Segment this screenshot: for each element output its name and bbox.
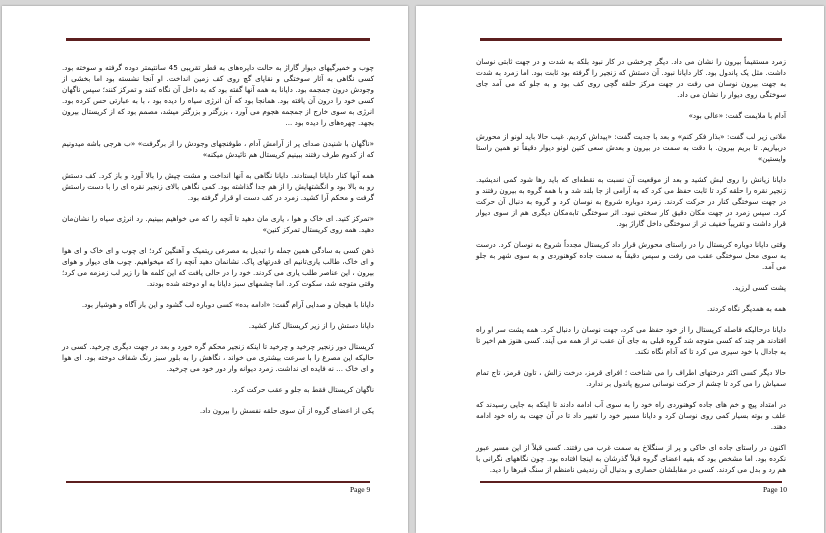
page-body (476, 56, 786, 485)
header-rule (480, 38, 782, 41)
footer-rule (480, 481, 782, 483)
paragraph: اکنون در راستای جاده ای خاکی و پر از سنگلاخ به سمت غرب می رفتند. کسی قبلاً از این مسیر عبور نکرده بود. اما مشخص بود که بقیه اعضای گروه قبلاً گذرشان به اینجا افتاده بود. چون نگاههای نگرانی با هم رد و بدل می کردند. کسی در مقابلشان حصاری و بدنبال آن رندیفی نامنظم از سنگ قبرها را دید. (476, 443, 786, 474)
paragraph: زمرد مستقیماً بیرون را نشان می داد. دیگر چرخشی در کار نبود بلکه به شدت و در جهت ثابتی نوسان داشت. مثل یک پاندول بود. کار دایانا نبود. آن دستش که زنجیر را گرفته بود ثابت بود. اما زمرد به شدت به جهت بیرون نوسان می رفت در جهت مرکز حلقه گچی روی کف بود و به جلو که می آمد جای سوختگی روی دیوار را نشان می داد. (476, 57, 786, 99)
paragraph: ملانی زیر لب گفت: «بذار فکر کنم» و بعد با جدیت گفت: «پیداش کردیم. غیب حالا باید لونو از محورش دربیاریم. تا بریم بیرون. با دقت به سمت در بیرون و بعدش سعی کنین لونو دیوار دقیقاً تو همین راستا وایستین» (476, 132, 786, 163)
paragraph: همه به همدیگر نگاه کردند. (706, 304, 786, 313)
footer-rule (66, 481, 370, 483)
paragraph: دایانا زیانش را روی لبش کشید و بعد از موقعیت آن نسبت به نقطه‌ای که باید رها شود کمی اندیشید. زنجیر نقره را حلقه کرد تا ثابت حفظ می کرد که به آرامی از جا بلند شد و با همه گروه به بیرون رفتند و در جهت سوختگی کنار در حرکت کردند. زمرد دوباره شروع به نوسان کرد و گروه به دنبال آن حرکت کرد. سپس زمرد در جهت مکان دقیق کار سختی نبود. اثر سوختگی تابه‌مکان دیگری هم از سوی دیوار قرار داشت و تقریباً خفیف تر از سوختگی داخل گاراژ بود. (476, 175, 786, 228)
paragraph: آدام با ملایمت گفت: «عالی بود» (688, 111, 786, 120)
page-body (62, 62, 374, 426)
page-number: Page 9 (350, 485, 371, 494)
paragraph: همه آنها کنار دایانا ایستادند. دایانا نگاهی به آنها انداخت و مشت چپش را بالا آورد و باز کرد. کف دستش رو به بالا بود و انگشتهایش را از هم جدا گذاشته بود. کمی نگاهی بالای زنجیر نقره ای را با دست راستش گرفت و محکم آرا کشید. زمرد در کف دست او قرار گرفته بود. (62, 171, 374, 202)
paragraph: دایانا دستش را از زیر کریستال کنار کشید. (248, 321, 374, 330)
paragraph: پشت کسی لرزید. (732, 283, 786, 292)
paragraph: در امتداد پیچ و خم های جاده کوهنوردی راه خود را به سوی آب ادامه دادند تا اینکه به جایی رسیدند که علف و بوته بسیار کمی روی نوسان کرد و دایانا مسیر خود را تغییر داد تا در آن جهت به راه خود ادامه دهند. (476, 400, 786, 431)
page-number: Page 10 (763, 485, 787, 494)
page-left (2, 6, 408, 533)
paragraph: وقتی دایانا دوباره کریستال را در راستای محورش قرار داد کریستال مجدداً شروع به نوسان کرد. درست به سوی محل سوختگی عقب می رفت و سپس دقیقاً به سمت جاده کوهنوردی و به سوی شهر به جلو می آمد. (476, 240, 786, 271)
paragraph: ذهن کسی به سادگی همین جمله را تبدیل به مصرعی ریتمیک و آهنگین کرد؛ ای چوب و ای خاک و ای هوا و ای خاک، طالب یاری‌تانیم ای قدرتهای پاک. نشانمان دهید آنچه را که میخواهیم. چوب های دیوار و هوای بیرون ، این عناصر طلب یاری می کردند. خود را در حالی یافت که این کلمه ها را زیر لب زمزمه می کرد؛ وقتی متوجه شد، سکوت کرد. اما چشمهای سبز دایانا به او دوخته شده بودند. (62, 246, 374, 288)
paragraph: دایانا درحالیکه فاصله کریستال را از خود حفظ می کرد، جهت نوسان را دنبال کرد. همه پشت سر او راه افتادند هر چند که کسی متوجه شد گروه قبلی به جای آن عقب تر از همه می آیند. کسی هنوز هم اخیر تا به جادال با خود سیری می کرد تا که آدام نگاه نکند. (476, 325, 786, 356)
page-right (416, 6, 824, 533)
paragraph: حالا دیگر کسی اکثر درختهای اطراف را می شناخت ؛ افرای قرمز، درخت زالش ، تاون قرمز، تاج تمام سمیاش را می کرد تا چشم از حرکت نوسانی سریع پاندول بر ندارد. (476, 368, 786, 388)
paragraph: دایانا با هیجان و صدایی آرام گفت: «ادامه بده» کسی دوباره لب گشود و این بار آگاه و هوشیار بود. (81, 300, 374, 309)
paragraph: چوب و خمیرگیهای دیوار گاراژ به حالت دایره‌های به قطر تقریبی 45 سانتیمتر دوده گرفته و سوخته بود. کسی نگاهی به آثار سوختگی و نقاپای گچ روی کف زمین انداخت. او آنجا نشسته بود اما بخشی از وجودش درون جمجمه بود. دایانا به همه آنها گفته بود که به داخل آن نگاه کنند و تمرکز کنند؛ سپس ناگهان کسی خود را درون آن یافته بود. همانجا بود که آن انرژی سیاه را دیده بود ، با به عبارتی حس کرده بود. انرژی به سوی خارج از جمجمه هجوم می آورد ، بزرگتر و بزرگتر میشد، مصمم بود که از کریستال بیرون بجهد. چهره‌های را دیده بود ... (62, 63, 374, 127)
paragraph: «تمرکز کنید. ای خاک و هوا ، یاری مان دهید تا آنچه را که می خواهیم ببینیم. رد انرژی سیاه را نشان‌مان دهید. همه روی کریستال تمرکز کنین» (62, 214, 374, 234)
paragraph: کریستال دور زنجیر چرخید و چرخید تا اینکه زنجیر محکم گره خورد و بعد در جهت دیگری چرخید. کسی در حالیکه این مصرع را با سرعت بیشتری می خواند ، نگاهش را به بلور سبز رنگ شفاف دوخته بود. ای هوا و ای خاک ... نه فایده ای نداشت. زمرد دیوانه وار دور خود می چرخید. (62, 342, 374, 373)
paragraph: یکی از اعضای گروه از آن سوی حلقه نفسش را بیرون داد. (199, 406, 374, 415)
paragraph: «ناگهان با شنیدن صدای پر از آرامش آدام ، طوفنجهای وجودش را از برگرفت» «ب هرجی باشه میدونیم که از کدوم طرف رفتند ببینیم کریستال هم تائیدش میکنه» (62, 139, 374, 159)
header-rule (66, 38, 370, 41)
paragraph: ناگهان کریستال فقط به جلو و عقب حرکت کرد. (231, 385, 374, 394)
